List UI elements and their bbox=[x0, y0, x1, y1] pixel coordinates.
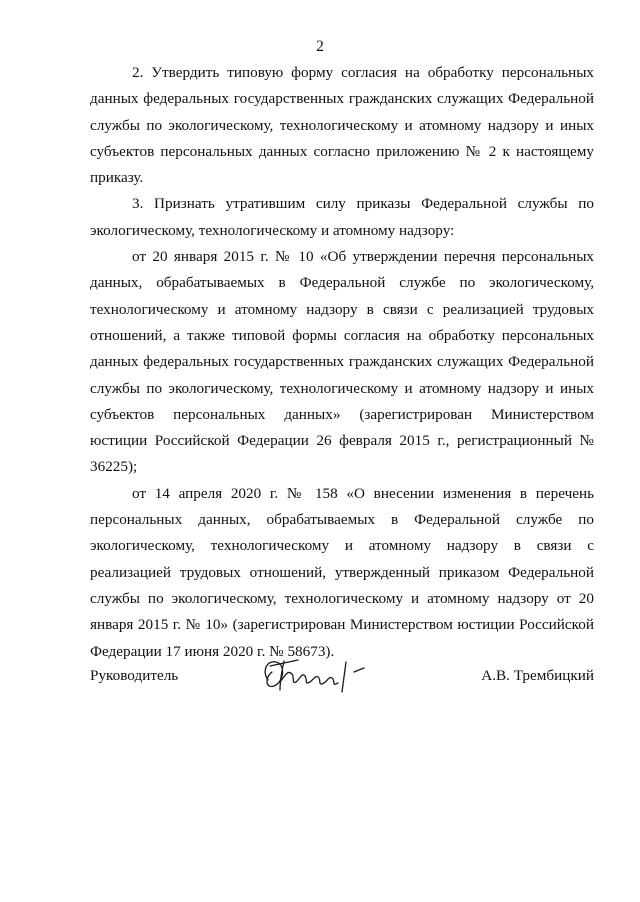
paragraph-order-2020: от 14 апреля 2020 г. № 158 «О внесении изменения в перечень персональных данных, обрабатываемых в Федеральной службе по экологическому, технологическому и атомному надзору в связи с реализацией трудовых отношений, утвержденный приказом Федеральной службы по экологическому, технологическому и атомному надзору от 20 января 2015 г. № 10» (зарегистрирован Министерством юстиции Российской Федерации 17 июня 2020 г. № 58673). bbox=[90, 484, 594, 660]
signatory-name: А.В. Трембицкий bbox=[481, 667, 594, 684]
document-body bbox=[90, 60, 594, 665]
signature-block bbox=[90, 660, 594, 720]
handwritten-signature bbox=[258, 652, 368, 698]
page-number: 2 bbox=[316, 38, 324, 55]
signatory-title: Руководитель bbox=[90, 667, 179, 684]
paragraph-order-2015: от 20 января 2015 г. № 10 «Об утверждении перечня персональных данных, обрабатываемых в Федеральной службе по экологическому, технологическому и атомному надзору в связи с реализацией трудовых отношений, а также типовой формы согласия на обработку персональных данных федеральных государственных гражданских служащих Федеральной службы по экологическому, технологическому и атомному надзору и иных субъектов персональных данных» (зарегистрирован Министерством юстиции Российской Федерации 26 февраля 2015 г., регистрационный № 36225); bbox=[90, 248, 594, 476]
paragraph-3: 3. Признать утратившим силу приказы Федеральной службы по экологическому, технологическому и атомному надзору: bbox=[90, 195, 594, 239]
paragraph-2: 2. Утвердить типовую форму согласия на обработку персональных данных федеральных государственных гражданских служащих Федеральной службы по экологическому, технологическому и атомному надзору и иных субъектов персональных данных согласно приложению № 2 к настоящему приказу. bbox=[90, 64, 594, 187]
